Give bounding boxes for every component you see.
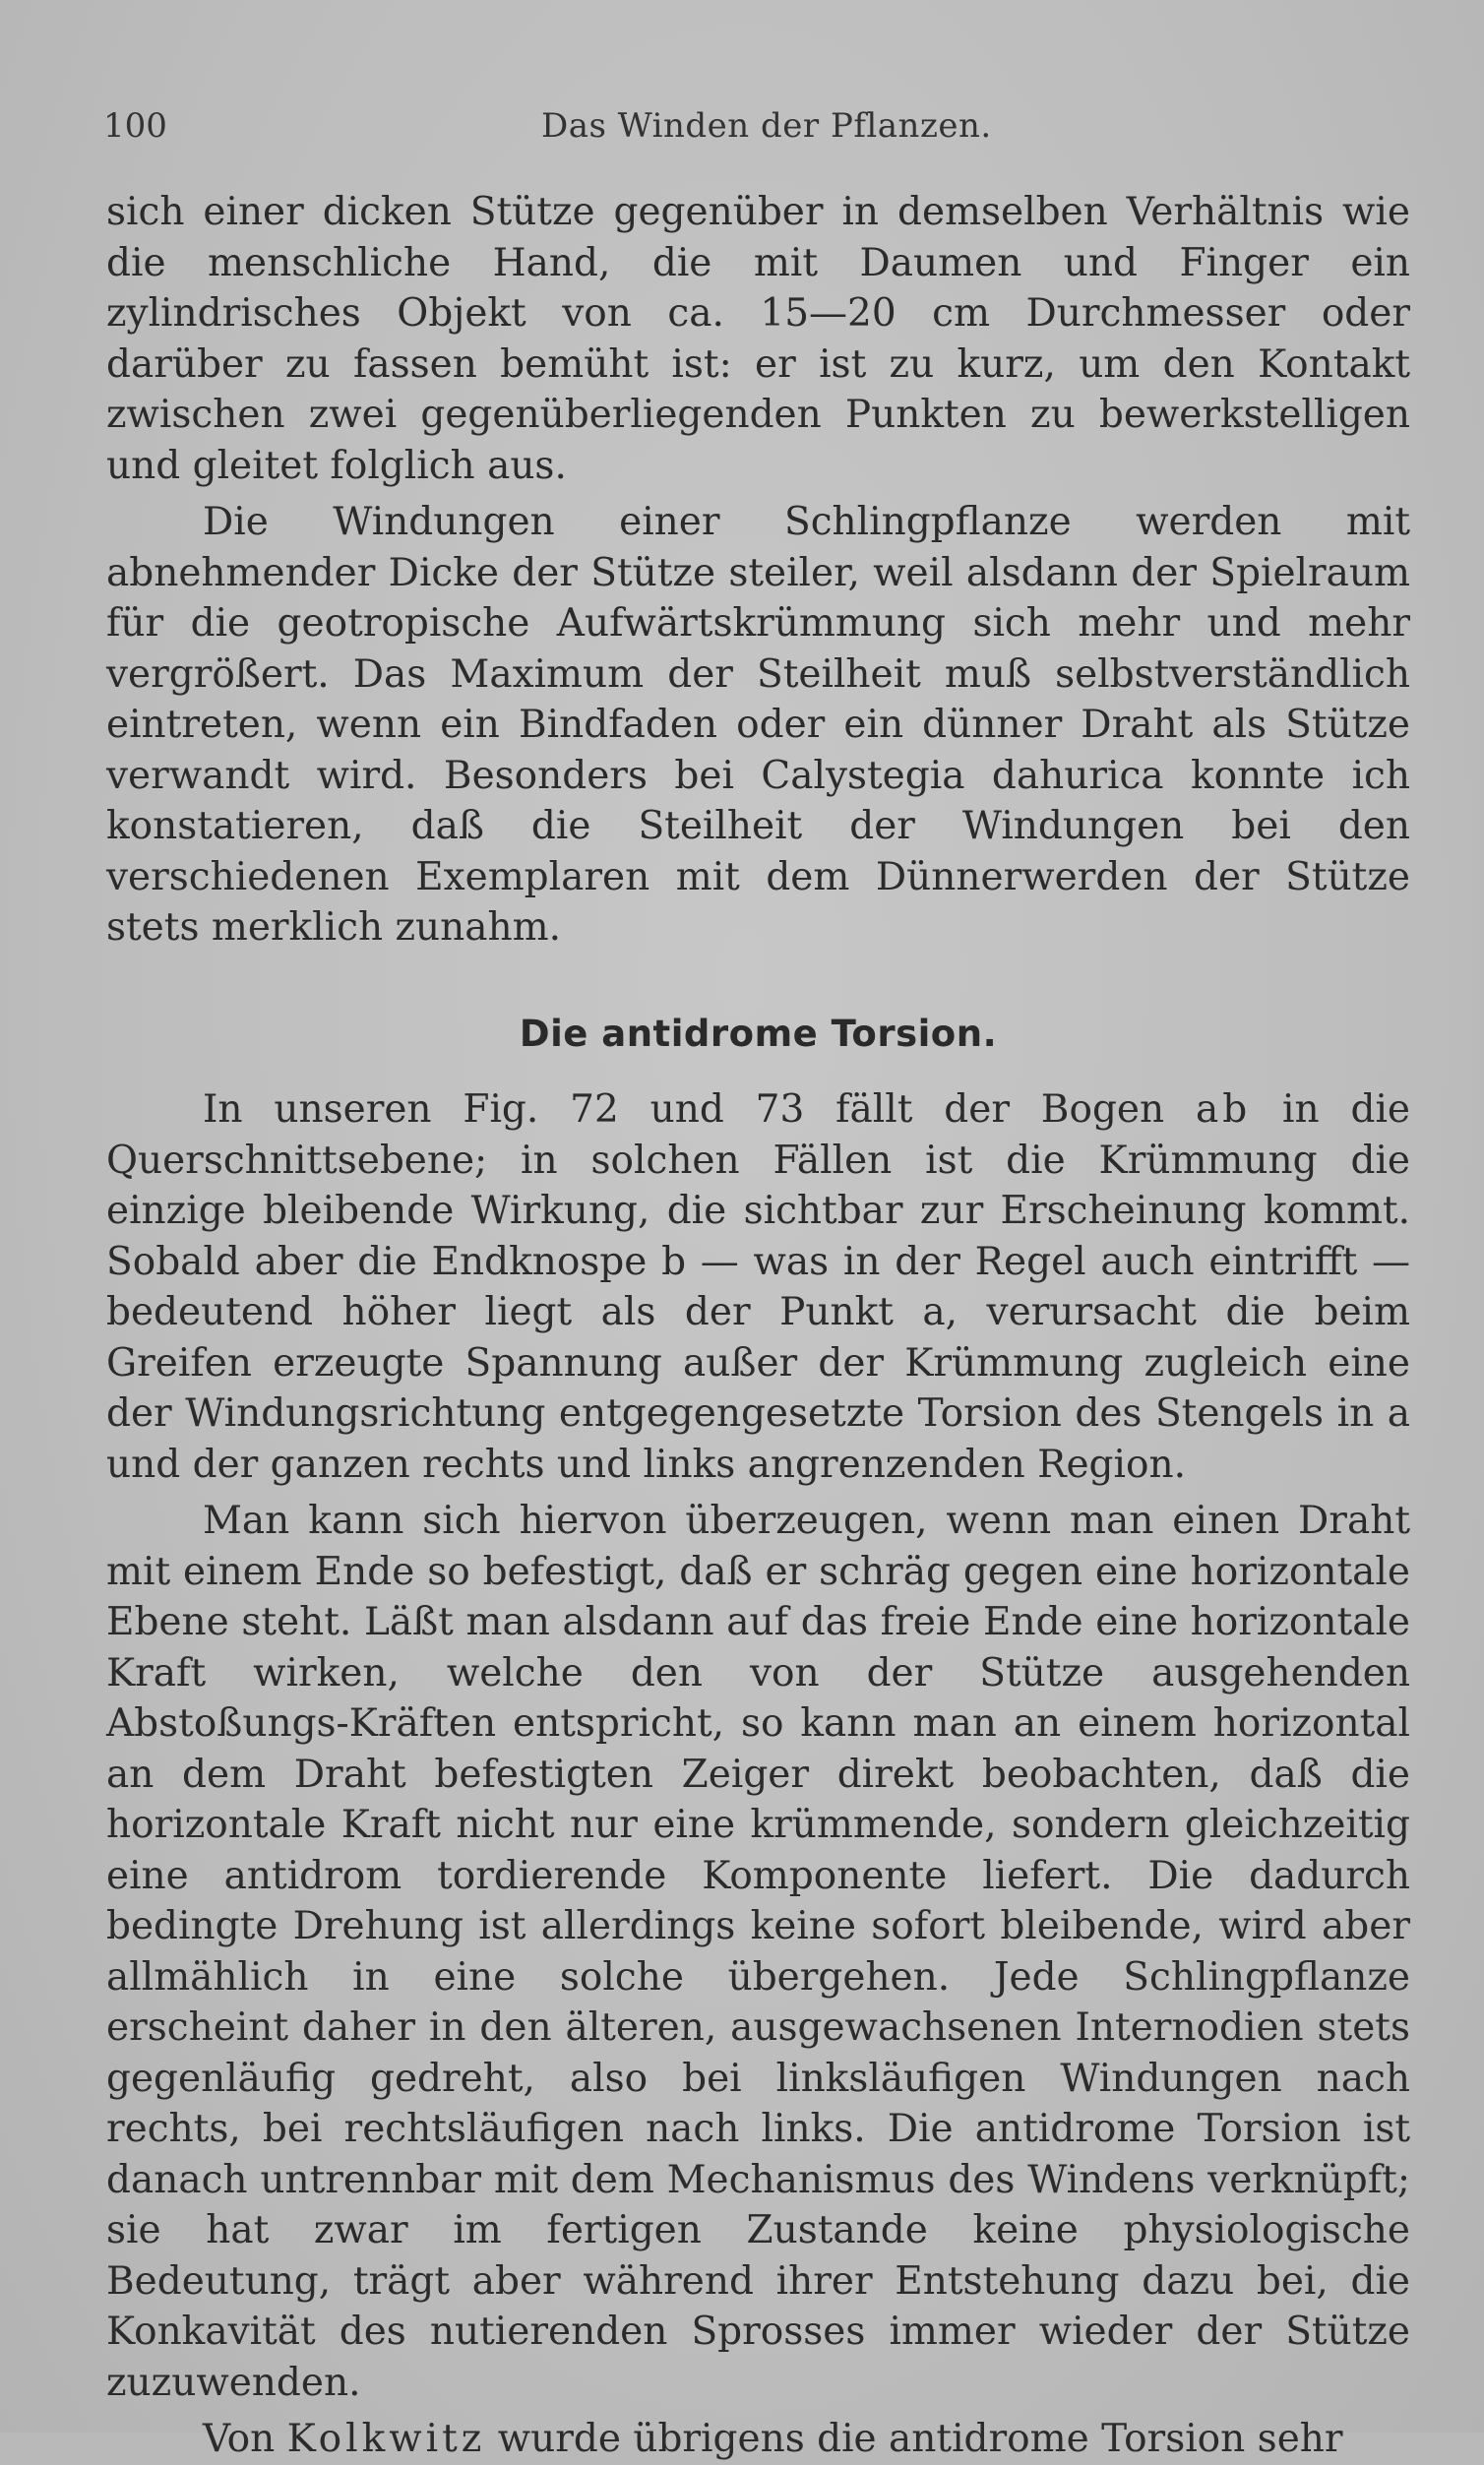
paragraph-draht-experiment: Man kann sich hiervon überzeugen, wenn man einen Draht mit einem Ende so befestigt, daß er schräg gegen eine horizontale Ebene steht. Läßt man alsdann auf das freie Ende eine horizontale Kraft wirken, welche den von der Stütze ausgehenden Abstoßungs-Kräften entspricht, so kann man an einem horizontal an dem Draht befestigten Zeiger direkt beobachten, daß die horizontale Kraft nicht nur eine krümmende, sondern gleichzeitig eine antidrom tordierende Komponente liefert. Die dadurch bedingte Drehung ist allerdings keine sofort bleibende, wird aber allmählich in eine solche übergehen. Jede Schlingpflanze erscheint daher in den älteren, ausgewachsenen Internodien stets gegenläufig gedreht, also bei linksläufigen Windungen nach rechts, bei rechtsläufigen nach links. Die antidrome Torsion ist danach untrennbar mit dem Mechanismus des Windens verknüpft; sie hat zwar im fertigen Zustande keine physiologische Bedeutung, trägt aber während ihrer Entstehung dazu bei, die Konkavität des nutierenden Sprosses immer wieder der Stütze zuzuwenden. xyxy=(106,1499,1410,2405)
paragraph-kolkwitz xyxy=(106,2414,1410,2465)
paragraph-text-part: in die Querschnittsebene; in solchen Fällen ist die Krümmung die einzige bleibende Wirkung, die sichtbar zur Erscheinung kommt. Sobald aber die Endknospe b — was in der Regel auch eintrifft — bedeutend höher liegt als der Punkt a, verursacht die beim Greifen erzeugte Spannung außer der Krümmung zugleich eine der Windungsrichtung entgegengesetzte Torsion des Stengels in a und der ganzen rechts und links angrenzenden Region. xyxy=(106,1087,1411,1487)
paragraph-windungen: Die Windungen einer Schlingpflanze werden mit abnehmender Dicke der Stütze steiler, weil alsdann der Spielraum für die geotropische Aufwärtskrümmung sich mehr und mehr vergrößert. Das Maximum der Steilheit muß selbstverständlich eintreten, wenn ein Bindfaden oder ein dünner Draht als Stütze verwandt wird. Besonders bei Calystegia dahurica konnte ich konstatieren, daß die Steilheit der Windungen bei den verschiedenen Exemplaren mit dem Dünnerwerden der Stütze stets merklich zunahm. xyxy=(106,500,1410,950)
body-text xyxy=(106,187,1410,2465)
paragraph-text-part: In unseren Fig. 72 und 73 fällt der Bogen xyxy=(203,1087,1165,1132)
spaced-label-ab: ab xyxy=(1195,1087,1252,1132)
running-title: Das Winden der Pflanzen. xyxy=(541,106,992,146)
page-number: 100 xyxy=(103,106,167,146)
section-heading: Die antidrome Torsion. xyxy=(519,1012,998,1055)
paragraph-continued: sich einer dicken Stütze gegenüber in demselben Verhältnis wie die menschliche Hand, die mit Daumen und Finger ein zylindrisches Objekt von ca. 15—20 cm Durchmesser oder darüber zu fassen bemüht ist: er ist zu kurz, um den Kontakt zwischen zwei gegenüberliegenden Punkten zu bewerkstelligen und gleitet folglich aus. xyxy=(106,190,1410,488)
paragraph-text-part: wurde übrigens die antidrome Torsion sehr xyxy=(497,2417,1343,2461)
paragraph-text-part: Von xyxy=(203,2417,276,2461)
running-head xyxy=(103,106,1402,150)
author-name: Kolkwitz xyxy=(286,2417,486,2461)
paragraph-fig-72-73 xyxy=(106,1084,1410,1490)
